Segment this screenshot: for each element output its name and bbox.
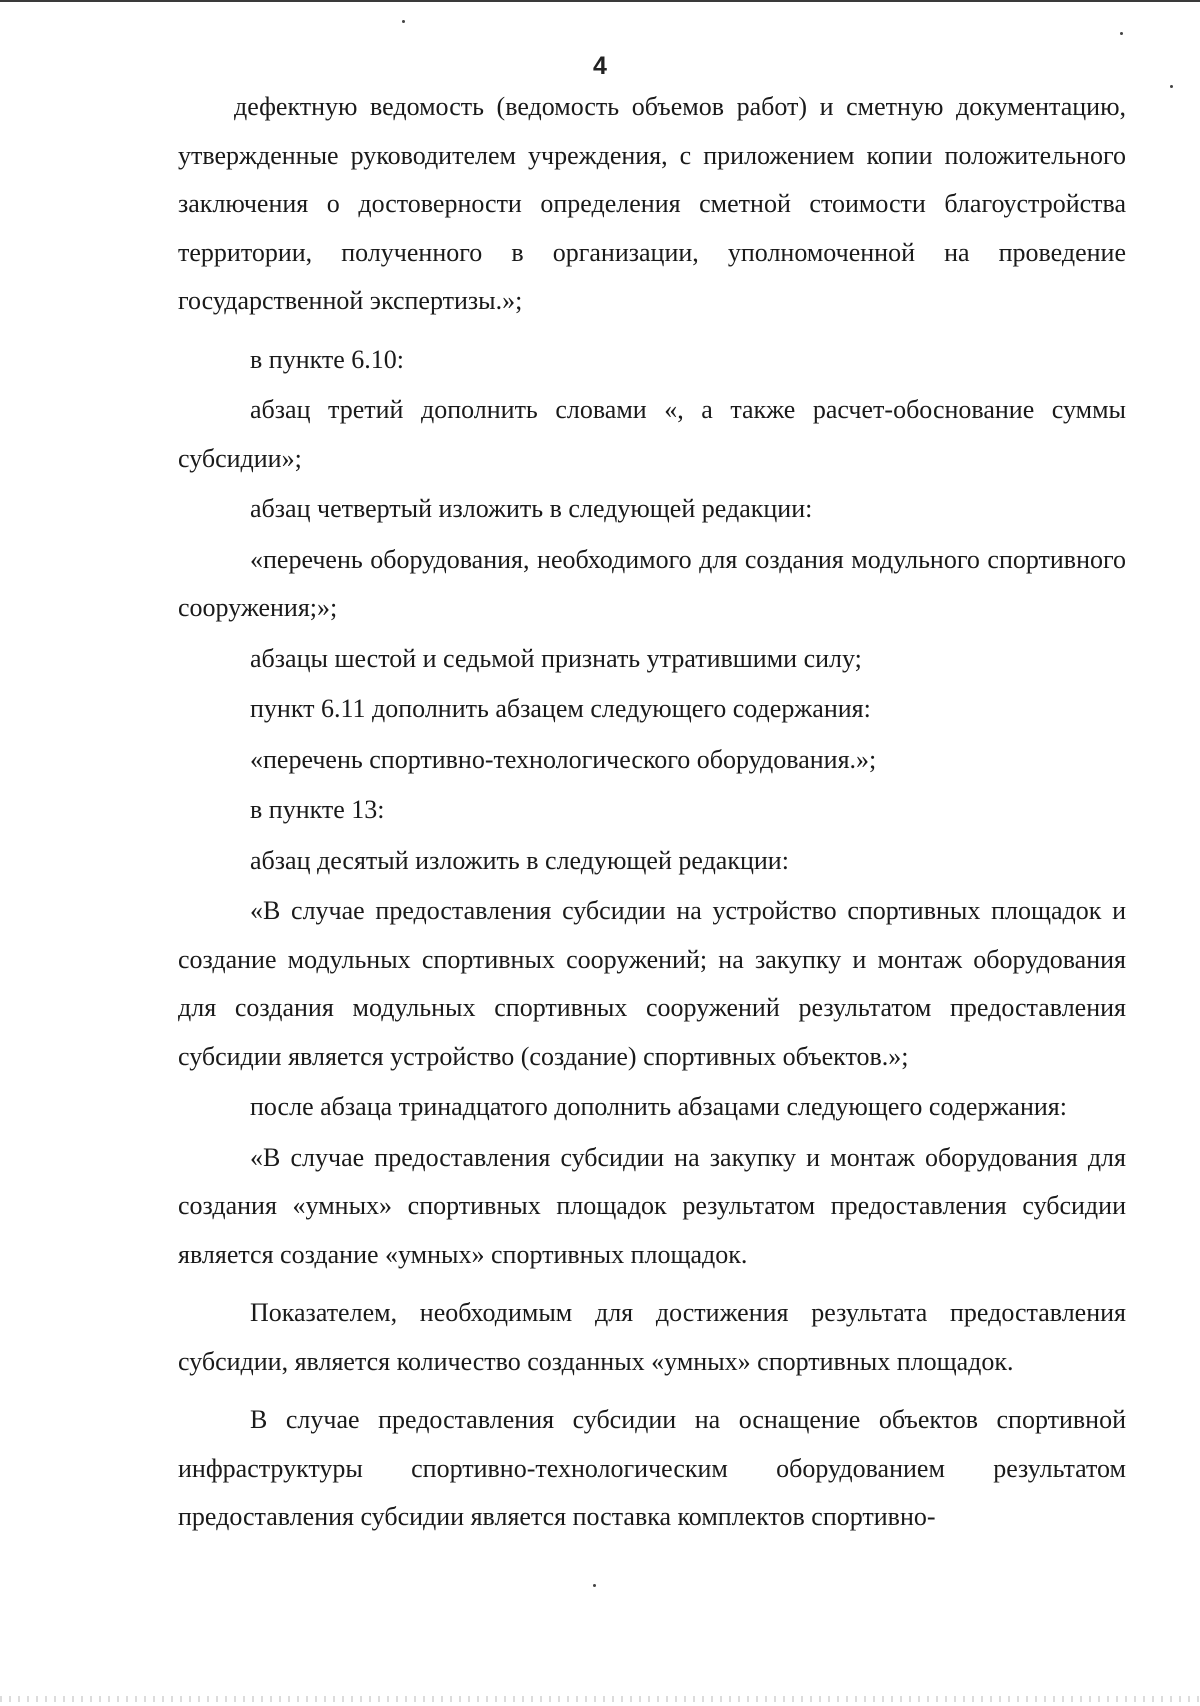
- document-body: [178, 83, 1126, 1544]
- paragraph: «перечень оборудования, необходимого для создания модульного спортивного сооружения;»;: [178, 544, 1126, 622]
- scan-speck: [1120, 32, 1123, 35]
- paragraph: абзац третий дополнить словами «, а также расчет-обоснование суммы субсидии»;: [178, 395, 1126, 473]
- scan-speck: [1170, 85, 1173, 88]
- paragraph: в пункте 13:: [250, 795, 385, 824]
- paragraph: абзац десятый изложить в следующей редакции:: [250, 845, 789, 875]
- paragraph: «В случае предоставления субсидии на устройство спортивных площадок и создание модульных спортивных сооружений; на закупку и монтаж оборудования для создания модульных спортивных сооружений результатом предоставления субсидии является устройство (создание) спортивных объектов.»;: [178, 896, 1126, 1071]
- scan-bottom-edge: [0, 1696, 1200, 1702]
- paragraph: абзацы шестой и седьмой признать утратившими силу;: [250, 643, 862, 673]
- paragraph: после абзаца тринадцатого дополнить абзацами следующего содержания:: [250, 1092, 1067, 1121]
- paragraph: В случае предоставления субсидии на оснащение объектов спортивной инфраструктуры спортивно-технологическим оборудованием результатом предоставления субсидии является поставка комплектов спортивно-: [178, 1405, 1126, 1531]
- paragraph: «перечень спортивно-технологического оборудования.»;: [250, 744, 877, 774]
- paragraph: пункт 6.11 дополнить абзацем следующего содержания:: [250, 694, 871, 723]
- paragraph: «В случае предоставления субсидии на закупку и монтаж оборудования для создания «умных» спортивных площадок результатом предоставления субсидии является создание «умных» спортивных площадок.: [178, 1142, 1126, 1269]
- scan-speck: [402, 20, 405, 23]
- paragraph: дефектную ведомость (ведомость объемов работ) и сметную документацию, утвержденные руководителем учреждения, с приложением копии положительного заключения о достоверности определения сметной стоимости благоустройства территории, полученного в организации, уполномоченной на проведение государственной экспертизы.»;: [178, 92, 1126, 315]
- scan-speck: [593, 1584, 596, 1587]
- scan-top-edge: [0, 0, 1200, 2]
- paragraph: в пункте 6.10:: [250, 344, 405, 374]
- paragraph: Показателем, необходимым для достижения результата предоставления субсидии, является количество созданных «умных» спортивных площадок.: [178, 1298, 1126, 1376]
- page-number: 4: [593, 52, 607, 80]
- paragraph: абзац четвертый изложить в следующей редакции:: [250, 494, 813, 523]
